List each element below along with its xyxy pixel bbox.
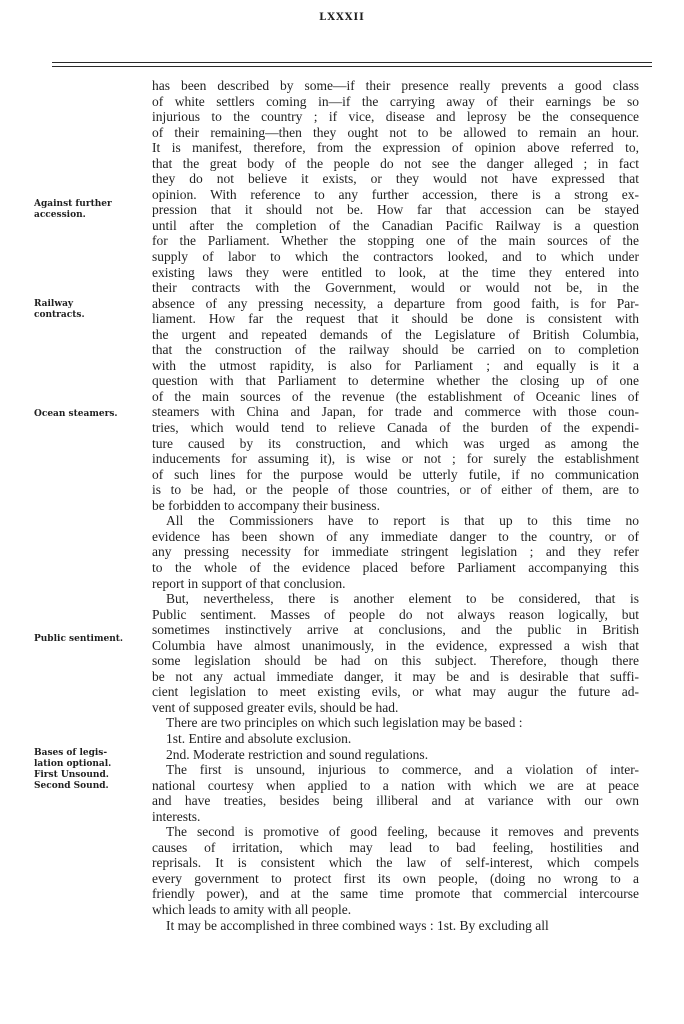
text-line: But, nevertheless, there is another element to be considered, that is xyxy=(166,591,639,607)
margin-note-line: Bases of legis- xyxy=(34,748,108,758)
text-line: of their remaining—then they ought not to be allowed to remain an hour. xyxy=(152,124,639,140)
paragraph xyxy=(152,918,639,934)
text-line: vent of supposed greater evils, should be had. xyxy=(152,699,399,715)
text-line: the urgent and repeated demands of the Legislature of British Columbia, xyxy=(152,326,639,342)
margin-note-line: lation optional. xyxy=(34,759,112,769)
text-line: pression that it should not be. How far that accession can be stayed xyxy=(152,202,639,218)
text-line: All the Commissioners have to report is that up to this time no xyxy=(166,513,639,529)
paragraph xyxy=(152,824,639,917)
margin-note-line: Railway xyxy=(34,299,74,309)
text-line: evidence has been shown of any immediate danger to the country, or of xyxy=(152,528,639,544)
text-line: of white settlers coming in—if the carrying away of their earnings be so xyxy=(152,93,639,109)
margin-note-line: contracts. xyxy=(34,310,85,320)
text-line: to the whole of the evidence placed before Parliament accompanying this xyxy=(152,559,639,575)
text-line: There are two principles on which such legislation may be based : xyxy=(166,715,523,731)
text-line: absence of any pressing necessity, a departure from good faith, is for Par- xyxy=(152,295,639,311)
margin-note-line: Second Sound. xyxy=(34,781,109,791)
margin-note-ocean-steamers xyxy=(34,409,140,420)
text-line: that the great body of the people do not see the danger alleged ; in fact xyxy=(152,155,639,171)
text-line: inducements for assuming it), is wise or not ; for surely the establishment xyxy=(152,451,639,467)
text-line: report in support of that conclusion. xyxy=(152,575,346,591)
text-line: opinion. With reference to any further accession, there is a strong ex- xyxy=(152,186,639,202)
text-line: any pressing necessity for immediate stringent legislation ; and they refer xyxy=(152,544,639,560)
text-line: that the construction of the railway should be carried on to completion xyxy=(152,342,639,358)
text-line: for the Parliament. Whether the stopping one of the main sources of the xyxy=(152,233,639,249)
margin-note-public-sentiment xyxy=(34,634,140,645)
margin-note-against-further-accession xyxy=(34,199,140,221)
paragraph xyxy=(152,591,639,715)
text-line: Public sentiment. Masses of people do not always reason logically, but xyxy=(152,606,639,622)
text-line: some legislation should be had on this subject. Therefore, though there xyxy=(152,653,639,669)
text-line: It is manifest, therefore, from the expression of opinion above referred to, xyxy=(152,140,639,156)
text-line: and have treaties, besides being illiberal and at variance with our own xyxy=(152,793,639,809)
text-line: The first is unsound, injurious to commerce, and a violation of inter- xyxy=(166,762,639,778)
text-line: national courtesy when applied to a nation with which we are at peace xyxy=(152,777,639,793)
body-text xyxy=(152,78,639,933)
text-line: liament. How far the request that it should be done is consistent with xyxy=(152,311,639,327)
text-line: It may be accomplished in three combined ways : 1st. By excluding all xyxy=(166,917,549,933)
text-line: has been described by some—if their presence really prevents a good class xyxy=(152,78,639,93)
text-line: causes of irritation, which may lead to bad feeling, hostilities and xyxy=(152,839,639,855)
text-line: with the utmost rapidity, is also for Parliament ; and equally is it a xyxy=(152,357,639,373)
header-rule-thick xyxy=(52,62,652,63)
text-line: supply of labor to which the contractors looked, and to which under xyxy=(152,249,639,265)
text-line: Columbia have almost unanimously, in the evidence, expressed a wish that xyxy=(152,637,639,653)
paragraph xyxy=(152,513,639,591)
text-line: until after the completion of the Canadian Pacific Railway is a question xyxy=(152,217,639,233)
text-line: of such lines for the purpose would be utterly futile, if no communication xyxy=(152,466,639,482)
text-line: their contracts with the Government, would or would not be, in the xyxy=(152,280,639,296)
text-line: ture caused by its construction, and which was urged as among the xyxy=(152,435,639,451)
text-line: is to be had, or the people of those countries, or of either of them, are to xyxy=(152,482,639,498)
text-line: every government to protect first its own people, (doing no wrong to a xyxy=(152,870,639,886)
text-line: tries, which would tend to relieve Canada of the burden of the expendi- xyxy=(152,420,639,436)
header-rule-thin xyxy=(52,66,652,67)
text-line: which leads to amity with all people. xyxy=(152,901,352,917)
paragraph xyxy=(152,747,639,763)
text-line: friendly power), and at the same time promote that commercial intercourse xyxy=(152,886,639,902)
text-line: injurious to the country ; if vice, disease and leprosy be the consequence xyxy=(152,109,639,125)
paragraph xyxy=(152,715,639,731)
text-line: be not any actual immediate danger, it may be and is desirable that suffi- xyxy=(152,668,639,684)
text-line: reprisals. It is consistent which the law of self-interest, which compels xyxy=(152,855,639,871)
margin-note-line: accession. xyxy=(34,210,86,220)
page-number: LXXXII xyxy=(319,12,365,23)
margin-note-line: First Unsound. xyxy=(34,770,109,780)
margin-note-railway-contracts xyxy=(34,299,140,321)
text-line: of the main sources of the revenue (the establishment of Oceanic lines of xyxy=(152,388,639,404)
margin-note-bases-of-legislation xyxy=(34,748,140,792)
text-line: sometimes instinctively arrive at conclusions, and the public in British xyxy=(152,622,639,638)
text-line: existing laws they were entitled to look, at the time they entered into xyxy=(152,264,639,280)
text-line: they do not believe it exists, or they would not have expressed that xyxy=(152,171,639,187)
margin-note-line: Against further xyxy=(34,199,112,209)
text-line: interests. xyxy=(152,808,201,824)
margin-note-line: Ocean steamers. xyxy=(34,409,118,419)
paragraph xyxy=(152,731,639,747)
text-line: 1st. Entire and absolute exclusion. xyxy=(166,730,352,746)
text-line: steamers with China and Japan, for trade and commerce with those coun- xyxy=(152,404,639,420)
text-line: cient legislation to meet existing evils, or what may augur the future ad- xyxy=(152,684,639,700)
text-line: question with that Parliament to determine whether the closing up of one xyxy=(152,373,639,389)
paragraph xyxy=(152,78,639,513)
margin-note-line: Public sentiment. xyxy=(34,634,124,644)
text-line: be forbidden to accompany their business. xyxy=(152,497,380,513)
paragraph xyxy=(152,762,639,824)
text-line: 2nd. Moderate restriction and sound regulations. xyxy=(166,746,429,762)
text-line: The second is promotive of good feeling, because it removes and prevents xyxy=(166,824,639,840)
